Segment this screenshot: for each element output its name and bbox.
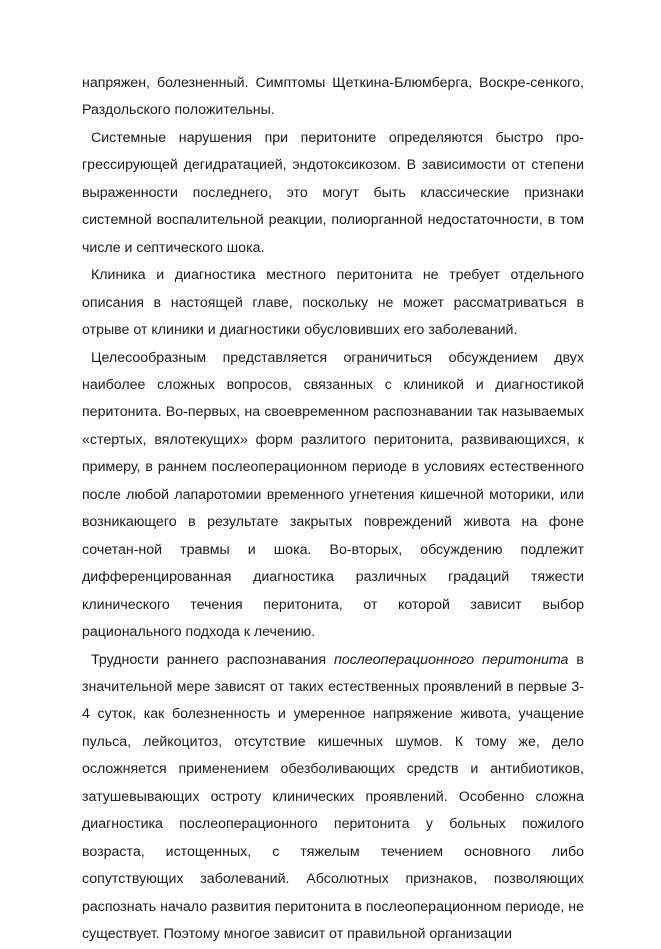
paragraph-local-peritonitis: Клиника и диагностика местного перитонита не требует отдельного описания в настоящей главе, поскольку не может рассматриваться в отрыве от клиники и диагностики обусловивших его заболеваний. <box>82 267 584 339</box>
paragraph-systemic-disorders: Системные нарушения при перитоните определяются быстро про-грессирующей дегидратацией, эндотоксикозом. В зависимости от степени выраженности последнего, это могут быть классические признаки системной воспалительной реакции, полиорганной недостаточности, в том числе и септического шока. <box>82 129 584 256</box>
paragraph-diagnostic-questions: Целесообразным представляется ограничиться обсуждением двух наиболее сложных вопросов, связанных с клиникой и диагностикой перитонита. Во-первых, на своевременном распознавании так называемых «стертых, вялотекущих» форм разлитого перитонита, развивающихся, к примеру, в раннем послеоперационном периоде в условиях естественного после любой лапаротомии временного угнетения кишечной моторики, или возникающего в результате закрытых повреждений живота на фоне сочетан-ной травмы и шока. Во-вторых, обсуждению подлежит дифференцированная диагностика различных градаций тяжести клинического течения перитонита, от которой зависит выбор рационального подхода к лечению. <box>82 349 584 641</box>
paragraph-postoperative-diagnosis <box>82 647 584 949</box>
paragraph-symptoms: напряжен, болезненный. Симптомы Щеткина-Блюмберга, Воскре-сенкого, Раздольского положительны. <box>82 75 584 119</box>
paragraph-text-before: Трудности раннего распознавания <box>91 651 335 668</box>
document-page <box>82 70 584 949</box>
emphasized-term: послеоперационного перитонита <box>334 651 569 668</box>
paragraph-text-after: в значительной мере зависят от таких естественных проявлений в первые 3-4 суток, как болезненность и умеренное напряжение живота, учащение пульса, лейкоцитоз, отсутствие кишечных шумов. К тому же, дело осложняется применением обезболивающих средств и антибиотиков, затушевывающих остроту клинических проявлений. Особенно сложна диагностика послеоперационного перитонита у больных пожилого возраста, истощенных, с тяжелым течением основного либо сопутствующих заболеваний. Абсолютных признаков, позволяющих распознать начало развития перитонита в послеоперационном периоде, не существует. Поэтому многое зависит от правильной организации <box>82 651 584 943</box>
